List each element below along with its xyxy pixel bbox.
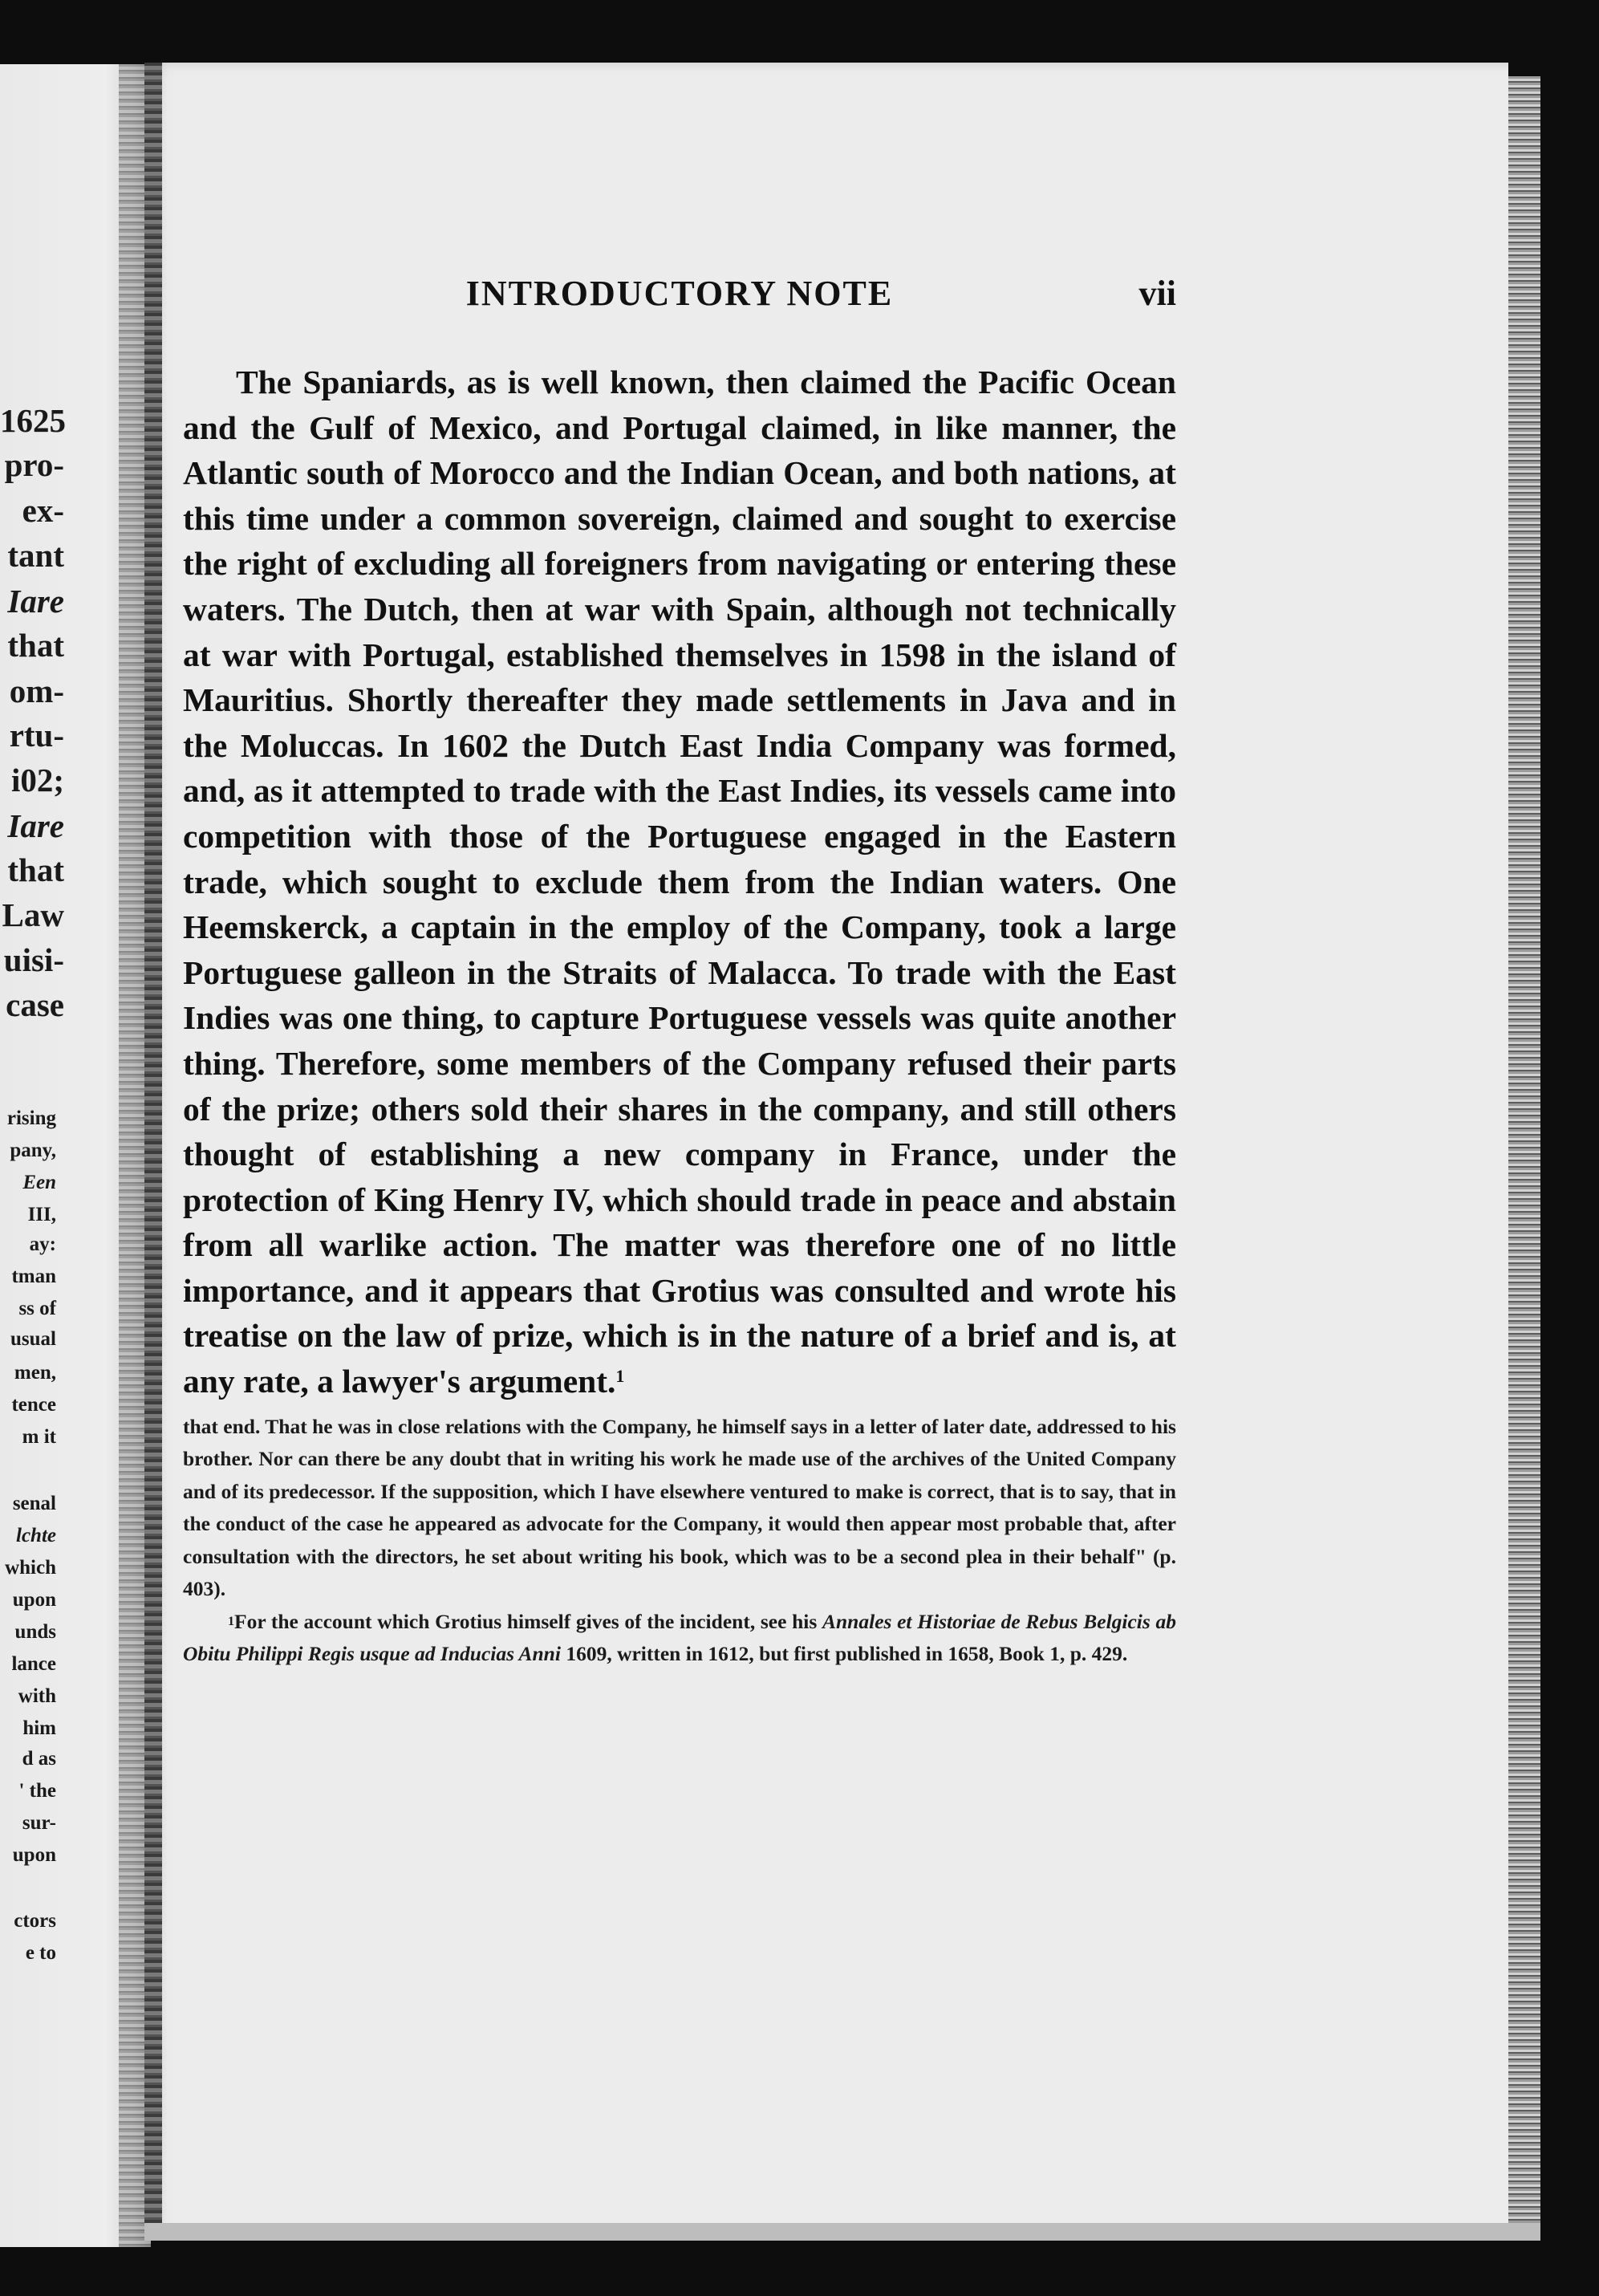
previous-page-line: tant [7,537,64,574]
previous-page-line: III, [27,1204,56,1225]
previous-page-line: rtu- [9,717,64,754]
previous-page-line: ctors [14,1910,56,1932]
previous-page-line: pro- [4,446,64,483]
previous-page-line: that [7,851,64,888]
previous-page-line: usual [10,1328,56,1350]
footnote-1-details: 1609, written in 1612, but first published in 1658, Book 1, p. 429. [560,1642,1128,1666]
previous-page-line: unds [14,1621,56,1643]
previous-page-line: rising [6,1107,56,1129]
previous-page-line: d as [22,1748,56,1770]
previous-page-line: Een [22,1172,56,1193]
footnote-1-marker: 1 [228,1614,234,1628]
previous-page-line: with [18,1685,56,1707]
previous-page-line: ' the [18,1780,56,1802]
page-text-block [183,273,1176,1671]
footnote-1 [183,1606,1176,1671]
previous-page-line: him [22,1717,56,1739]
previous-page-line: ss of [18,1298,56,1319]
previous-page-line: upon [12,1844,56,1866]
previous-page-line: tman [11,1266,56,1287]
previous-page-line: that [7,627,64,664]
footnote-1-text: For the account which Grotius himself gives of the incident, see his [234,1609,822,1633]
previous-page-line: Iare [7,807,64,844]
previous-page-line: lchte [16,1525,56,1546]
previous-page-line: lance [11,1653,56,1675]
running-title: INTRODUCTORY NOTE [465,274,894,313]
previous-page-line: Iare [7,583,64,620]
previous-page-line: Law [2,896,64,933]
running-head [183,273,1176,329]
previous-page-line: om- [9,673,64,709]
page-bottom-edge [144,2223,1540,2241]
previous-page-line: 1625 [0,402,66,439]
previous-page-line: m it [22,1426,56,1448]
footnote-reference: 1 [615,1366,625,1387]
previous-page-line: pany, [10,1140,56,1161]
previous-page-line: uisi- [3,941,64,978]
page-number: vii [1138,274,1176,313]
previous-page-fragment [0,64,151,2247]
previous-page-line: i02; [10,762,64,799]
previous-page-line: ay: [29,1233,56,1255]
previous-page-line: case [6,986,64,1023]
page-binding-edge [144,63,162,2239]
body-paragraph-text: The Spaniards, as is well known, then claimed the Pacific Ocean and the Gulf of Mexico, and Portugal claimed, in like manner, the Atlantic south of Morocco and the Indian Ocean, and both nations, at this time under a common sovereign, claimed and sought to exercise the right of excluding all foreigners from navigating or entering these waters. The Dutch, then at war with Spain, although not technically at war with Portugal, established themselves in 1598 in the island of Mauritius. Shortly thereafter they made settlements in Java and in the Moluccas. In 1602 the Dutch East India Company was formed, and, as it attempted to trade with the East Indies, its vessels came into competition with those of the Portuguese engaged in the Eastern trade, which sought to exclude them from the Indian waters. One Heemskerck, a captain in the employ of the Company, took a large Portuguese galleon in the Straits of Malacca. To trade with the East Indies was one thing, to capture Portuguese vessels was quite another thing. Therefore, some members of the Company refused their parts of the prize; others sold their shares in the company, and still others thought of establishing a new company in France, under the protection of King Henry IV, which should trade in peace and abstain from all warlike action. The matter was therefore one of no little importance, and it appears that Grotius was consulted and wrote his treatise on the law of prize, which is in the nature of a brief and is, at any rate, a lawyer's argument. [183,364,1176,1400]
previous-page-line: senal [12,1493,56,1514]
previous-page-line: sur- [22,1812,56,1834]
previous-page-line: men, [14,1362,56,1384]
footnote-continuation: that end. That he was in close relations with the Company, he himself says in a letter of later date, addressed to his brother. Nor can there be any doubt that in writing his work he made use of the archives of the United Company and of its predecessor. If the supposition, which I have elsewhere ventured to make is correct, that is to say, that in the conduct of the case he appeared as advocate for the Company, it would then appear most probable that, after consultation with the directors, he set about writing his book, which was to be a second plea in their behalf" (p. 403). [183,1414,1176,1601]
page-stack-edge [1508,76,1540,2227]
previous-page-line: tence [11,1394,56,1416]
previous-page-line: which [5,1557,56,1579]
previous-page-line: ex- [22,492,64,529]
previous-page-line: upon [12,1589,56,1611]
body-paragraph [183,360,1176,1404]
previous-page-line: e to [25,1942,56,1964]
footnote-1-work-title: Annales et Historiae de Rebus Belgicis ab Obitu Philippi Regis usque ad Inducias Anni [183,1609,1176,1666]
